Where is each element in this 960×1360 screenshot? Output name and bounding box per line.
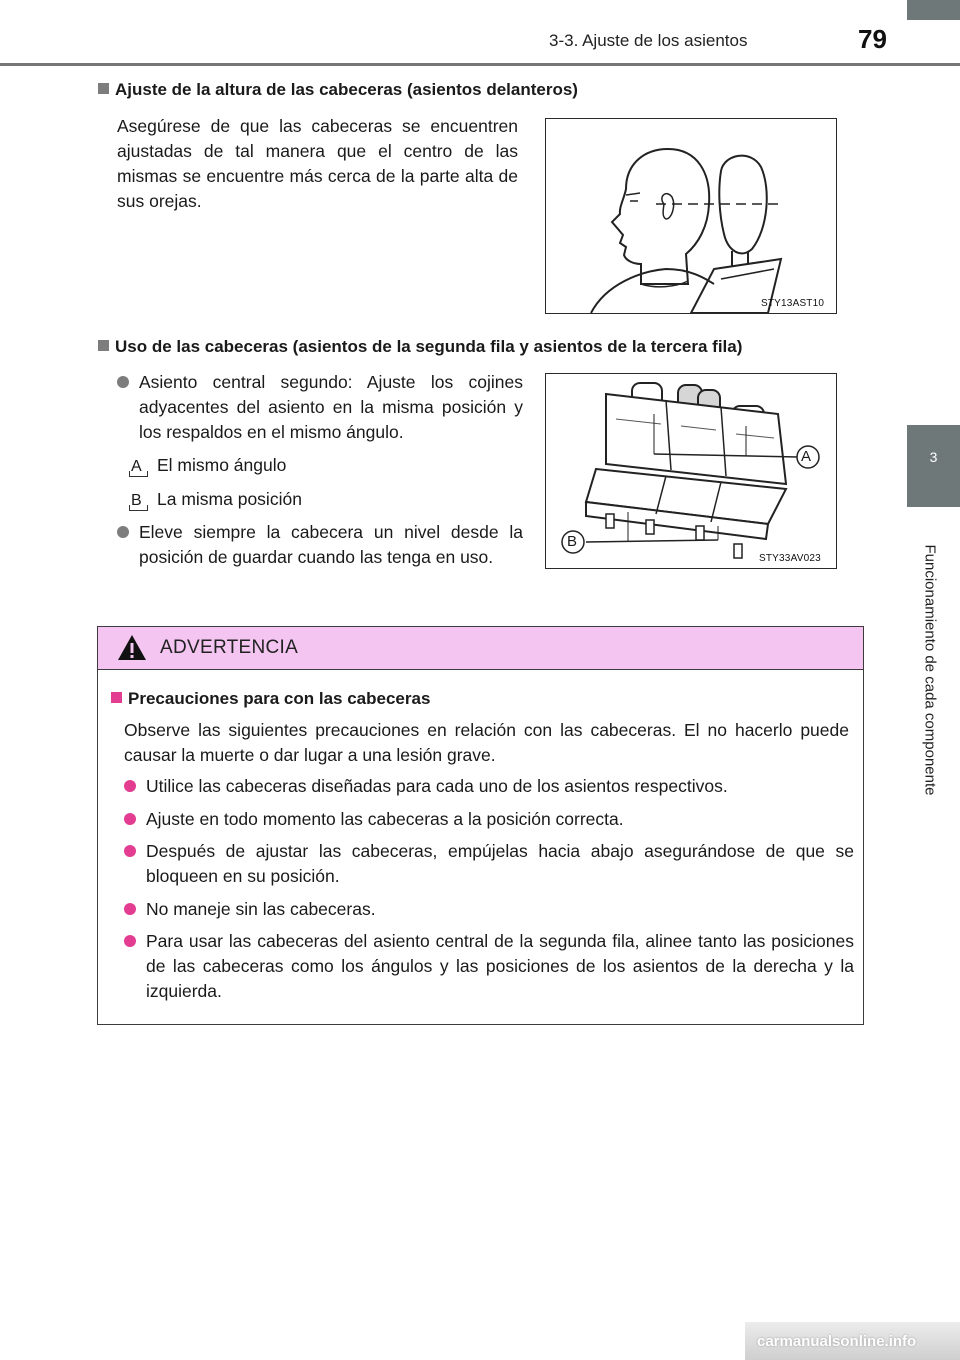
warning-item — [124, 929, 854, 1004]
section-heading-rear-headrests — [98, 337, 742, 357]
section-heading-text: Uso de las cabeceras (asientos de la segunda fila y asientos de la tercera fila) — [115, 337, 743, 356]
figure-code: STY33AV023 — [759, 553, 821, 564]
chapter-label: Funcionamiento de cada componente — [921, 544, 939, 796]
warning-triangle-icon — [117, 634, 147, 661]
callout-text: La misma posición — [157, 489, 302, 509]
callout-letter-a: A — [131, 458, 145, 476]
warning-item — [124, 897, 854, 922]
list-item-text: Asiento central segundo: Ajuste los cojines adyacentes del asiento en la misma posición y los respaldos en el mismo ángulo. — [139, 372, 523, 442]
warning-item-text: No maneje sin las cabeceras. — [146, 899, 376, 919]
page-number: 79 — [858, 24, 887, 54]
section-heading-front-headrests — [98, 80, 578, 100]
figure-label-a: A — [801, 448, 812, 465]
figure-code: STY13AST10 — [761, 298, 825, 309]
warning-intro: Observe las siguientes precauciones en relación con las cabeceras. El no hacerlo puede causar la muerte o dar lugar a una lesión grave. — [124, 720, 849, 765]
header-divider — [0, 63, 960, 66]
warning-subheading — [111, 689, 430, 709]
rear-seats-figure — [545, 373, 837, 569]
head-and-headrest-illustration — [546, 119, 836, 313]
rear-seats-illustration — [546, 374, 836, 568]
round-bullet-icon — [124, 813, 136, 825]
warning-item — [124, 774, 854, 799]
round-bullet-icon — [124, 903, 136, 915]
warning-item — [124, 839, 854, 889]
section-title: 3-3. Ajuste de los asientos — [549, 31, 748, 50]
callout-same-position — [131, 489, 302, 510]
warning-item — [124, 807, 854, 832]
callout-letter-b: B — [131, 492, 145, 510]
headrest-height-figure — [545, 118, 837, 314]
list-item — [117, 370, 523, 445]
round-bullet-icon — [117, 526, 129, 538]
chapter-tab — [907, 425, 960, 507]
list-item — [117, 520, 523, 570]
warning-title: ADVERTENCIA — [160, 637, 299, 658]
warning-item-text: Para usar las cabeceras del asiento central de la segunda fila, alinee tanto las posiciones de las cabeceras como los ángulos y las posiciones de los asientos de la derecha y la izquierda. — [146, 931, 854, 1001]
list-item-text: Eleve siempre la cabecera un nivel desde la posición de guardar cuando las tenga en uso. — [139, 522, 523, 567]
round-bullet-icon — [124, 935, 136, 947]
watermark-text: carmanualsonline.info — [757, 1333, 917, 1350]
round-bullet-icon — [117, 376, 129, 388]
warning-item-text: Ajuste en todo momento las cabeceras a la posición correcta. — [146, 809, 624, 829]
warning-item-text: Después de ajustar las cabeceras, empújelas hacia abajo asegurándose de que se bloqueen en su posición. — [146, 841, 854, 886]
square-bullet-icon — [111, 692, 122, 703]
front-headrest-instructions: Asegúrese de que las cabeceras se encuentren ajustadas de tal manera que el centro de las mismas se encuentre más cerca de la parte alta de sus orejas. — [117, 116, 518, 211]
square-bullet-icon — [98, 83, 109, 94]
section-heading-text: Ajuste de la altura de las cabeceras (asientos delanteros) — [115, 80, 578, 99]
warning-box — [97, 626, 864, 1025]
side-tab-top-bar — [907, 0, 960, 20]
warning-item-text: Utilice las cabeceras diseñadas para cada uno de los asientos respectivos. — [146, 776, 728, 796]
round-bullet-icon — [124, 780, 136, 792]
square-bullet-icon — [98, 340, 109, 351]
round-bullet-icon — [124, 845, 136, 857]
callout-text: El mismo ángulo — [157, 455, 287, 475]
warning-header — [98, 627, 863, 670]
chapter-number: 3 — [929, 449, 938, 465]
figure-label-b: B — [567, 533, 578, 550]
warning-subheading-text: Precauciones para con las cabeceras — [128, 689, 431, 708]
watermark — [745, 1322, 960, 1360]
callout-same-angle — [131, 455, 286, 476]
